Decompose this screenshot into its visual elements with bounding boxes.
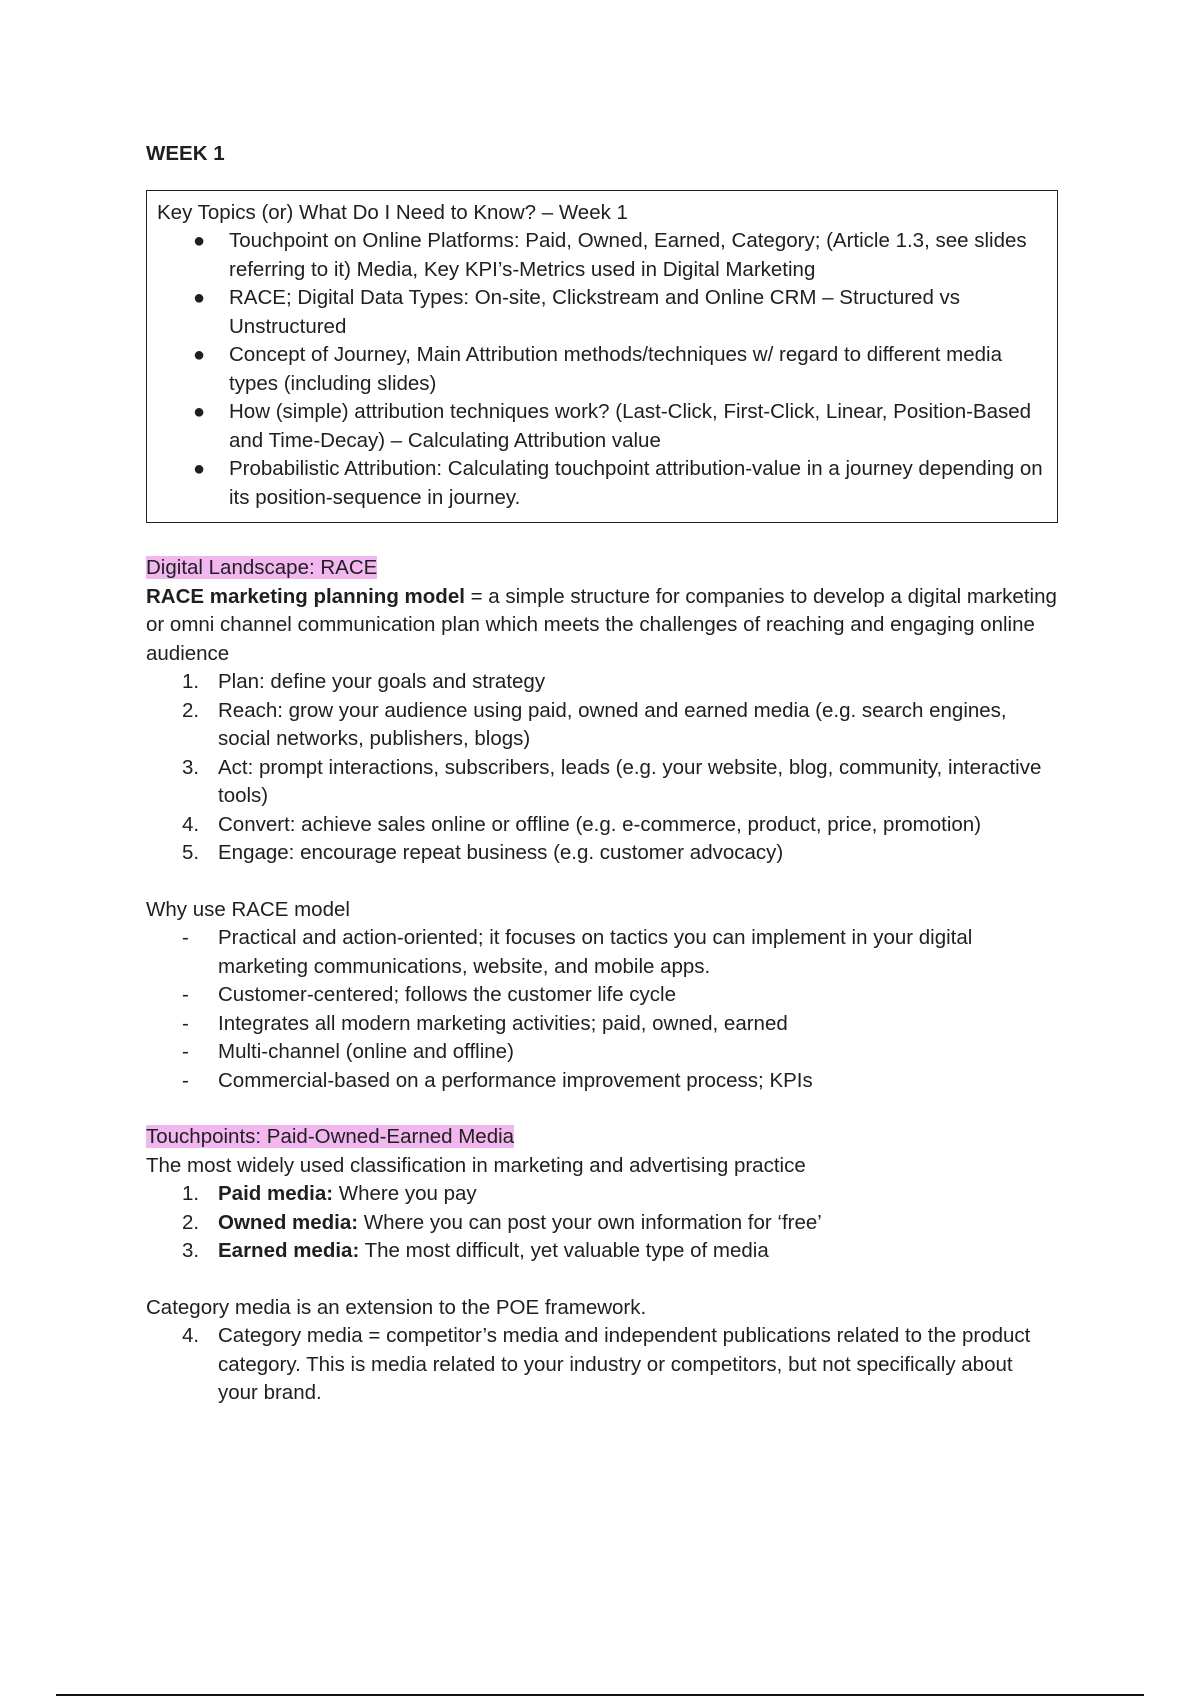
why-race-item: - Commercial-based on a performance improvement process; KPIs xyxy=(146,1067,1058,1096)
dash-icon: - xyxy=(182,1068,189,1092)
key-topic-item: ● RACE; Digital Data Types: On-site, Clickstream and Online CRM – Structured vs Unstructured xyxy=(193,286,961,338)
race-definition-term: RACE marketing planning model xyxy=(146,584,465,608)
page-bottom-rule xyxy=(56,1694,1144,1696)
touchpoints-intro: The most widely used classification in marketing and advertising practice xyxy=(146,1153,806,1177)
bullet-icon: ● xyxy=(193,401,206,423)
week-title: WEEK 1 xyxy=(146,142,225,165)
category-media-intro: Category media is an extension to the POE framework. xyxy=(146,1295,647,1319)
key-topic-item: ● How (simple) attribution techniques work? (Last-Click, First-Click, Linear, Position-Based and Time-Decay) – Calculating Attribution value xyxy=(193,400,1032,452)
touchpoints-section-heading: Touchpoints: Paid-Owned-Earned Media xyxy=(146,1125,515,1148)
key-topic-item: ● Touchpoint on Online Platforms: Paid, Owned, Earned, Category; (Article 1.3, see slides referring to it) Media, Key KPI’s-Metrics used in Digital Marketing xyxy=(193,229,1027,281)
race-definition-text: = a simple structure for companies to develop a digital marketing or omni channel communication plan which meets the challenges of reaching and engaging online audience xyxy=(146,584,1057,665)
media-type-item: 2. Owned media: Where you can post your own information for ‘free’ xyxy=(182,1210,822,1234)
dash-icon: - xyxy=(182,1011,189,1035)
why-race-item: - Integrates all modern marketing activities; paid, owned, earned xyxy=(146,1010,1058,1039)
category-media-item: 4. Category media = competitor’s media and independent publications related to the product category. This is media related to your industry or competitors, but not specifically about your brand. xyxy=(182,1324,1031,1404)
document-page xyxy=(146,140,1058,1408)
media-type-item: 3. Earned media: The most difficult, yet valuable type of media xyxy=(182,1239,769,1262)
key-topic-item: ● Concept of Journey, Main Attribution methods/techniques w/ regard to different media types (including slides) xyxy=(193,343,1002,395)
category-media-list xyxy=(146,1322,1058,1408)
race-definition xyxy=(146,583,1058,669)
dash-icon: - xyxy=(182,926,189,949)
why-race-item: - Multi-channel (online and offline) xyxy=(146,1038,1058,1067)
key-topics-box xyxy=(146,190,1058,524)
dash-icon: - xyxy=(182,1040,189,1063)
key-topics-list xyxy=(157,227,1047,512)
race-steps-list xyxy=(146,668,1058,868)
race-step: 1. Plan: define your goals and strategy xyxy=(182,670,546,693)
race-step: 2. Reach: grow your audience using paid, owned and earned media (e.g. search engines, social networks, publishers, blogs) xyxy=(182,698,1007,750)
bullet-icon: ● xyxy=(193,344,206,366)
why-race-list xyxy=(146,924,1058,1095)
race-step: 4. Convert: achieve sales online or offline (e.g. e-commerce, product, price, promotion) xyxy=(182,812,982,836)
race-step: 5. Engage: encourage repeat business (e.g. customer advocacy) xyxy=(182,841,784,864)
key-topics-heading: Key Topics (or) What Do I Need to Know? – Week 1 xyxy=(157,200,628,224)
why-race-item: - Practical and action-oriented; it focuses on tactics you can implement in your digital marketing communications, website, and mobile apps. xyxy=(182,926,973,978)
why-race-item: - Customer-centered; follows the customer life cycle xyxy=(146,981,1058,1010)
race-section-heading: Digital Landscape: RACE xyxy=(146,556,378,579)
race-step: 3. Act: prompt interactions, subscribers, leads (e.g. your website, blog, community, interactive tools) xyxy=(182,755,1042,807)
media-type-item: 1. Paid media: Where you pay xyxy=(182,1182,477,1205)
dash-icon: - xyxy=(182,983,189,1006)
bullet-icon: ● xyxy=(193,287,206,309)
bullet-icon: ● xyxy=(193,230,206,252)
why-race-heading: Why use RACE model xyxy=(146,897,350,921)
key-topic-item: ● Probabilistic Attribution: Calculating touchpoint attribution-value in a journey depending on its position-sequence in journey. xyxy=(193,457,1043,509)
media-types-list xyxy=(146,1180,1058,1266)
bullet-icon: ● xyxy=(193,458,206,480)
